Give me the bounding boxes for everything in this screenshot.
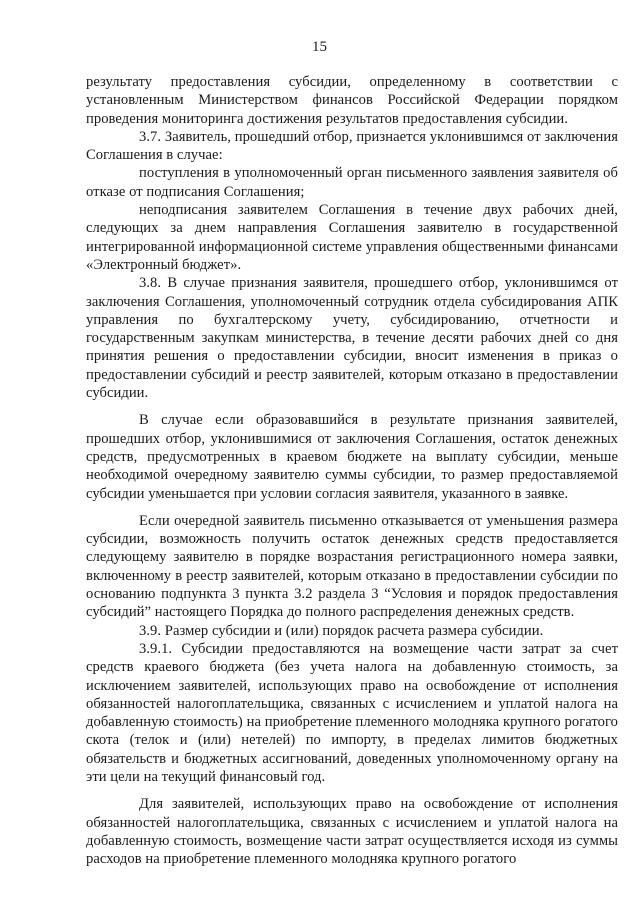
paragraph-3-7-case-2: неподписания заявителем Соглашения в течение двух рабочих дней, следующих за днем направления Соглашения заявителю в государственной интегрированной информационной системе управления общественными финансами «Электронный бюджет». [86, 202, 618, 273]
paragraph-3-9: 3.9. Размер субсидии и (или) порядок расчета размера субсидии. [139, 622, 544, 639]
paragraph-3-9-1: 3.9.1. Субсидии предоставляются на возмещение части затрат за счет средств краевого бюджета (без учета налога на добавленную стоимость, за исключением заявителей, использующих право на освобождение от исполнения обязанностей налогоплательщика, связанных с исчислением и уплатой налога на добавленную стоимость) на приобретение племенного молодняка крупного рогатого скота (телок и (или) нетелей) по импорту, в пределах лимитов бюджетных обязательств и бюджетных ассигнований, доведенных уполномоченному органу на эти цели на текущий финансовый год. [86, 640, 618, 785]
document-body [86, 73, 618, 868]
paragraph-3-8: 3.8. В случае признания заявителя, прошедшего отбор, уклонившимся от заключения Соглашения, уполномоченный сотрудник отдела субсидирования АПК управления по бухгалтерскому учету, субсидированию, отчетности и государственным закупкам министерства, в течение десяти рабочих дней со дня принятия решения о предоставлении субсидии, вносит изменения в приказ о предоставлении субсидий и реестр заявителей, которым отказано в предоставлении субсидии. [86, 275, 618, 402]
paragraph-continuation: результату предоставления субсидии, определенному в соответствии с установленным Министерством финансов Российской Федерации порядком проведения мониторинга достижения результатов предоставления субсидии. [86, 74, 618, 127]
paragraph-refusal: Если очередной заявитель письменно отказывается от уменьшения размера субсидии, возможность получить остаток денежных средств предоставляется следующему заявителю в порядке возрастания регистрационного номера заявки, включенному в реестр заявителей, которым отказано в предоставлении субсидии по основанию подпункта 3 пункта 3.2 раздела 3 “Условия и порядок предоставления субсидий” настоящего Порядка до полного распределения денежных средств. [86, 512, 618, 621]
paragraph-remaining-funds: В случае если образовавшийся в результате признания заявителей, прошедших отбор, уклонившимися от заключения Соглашения, остаток денежных средств, предусмотренных в краевом бюджете на выплату субсидии, меньше необходимой очередному заявителю суммы субсидии, то размер предоставляемой субсидии уменьшается при условии согласия заявителя, указанного в заявке. [86, 412, 618, 502]
page-number: 15 [312, 39, 327, 55]
paragraph-vat-exempt: Для заявителей, использующих право на освобождение от исполнения обязанностей налогоплательщика, связанных с исчислением и уплатой налога на добавленную стоимость, возмещение части затрат осуществляется исходя из суммы расходов на приобретение племенного молодняка крупного рогатого [86, 796, 618, 868]
paragraph-3-7-case-1: поступления в уполномоченный орган письменного заявления заявителя об отказе от подписания Соглашения; [86, 165, 618, 200]
paragraph-3-7: 3.7. Заявитель, прошедший отбор, признается уклонившимся от заключения Соглашения в случае: [86, 128, 618, 164]
